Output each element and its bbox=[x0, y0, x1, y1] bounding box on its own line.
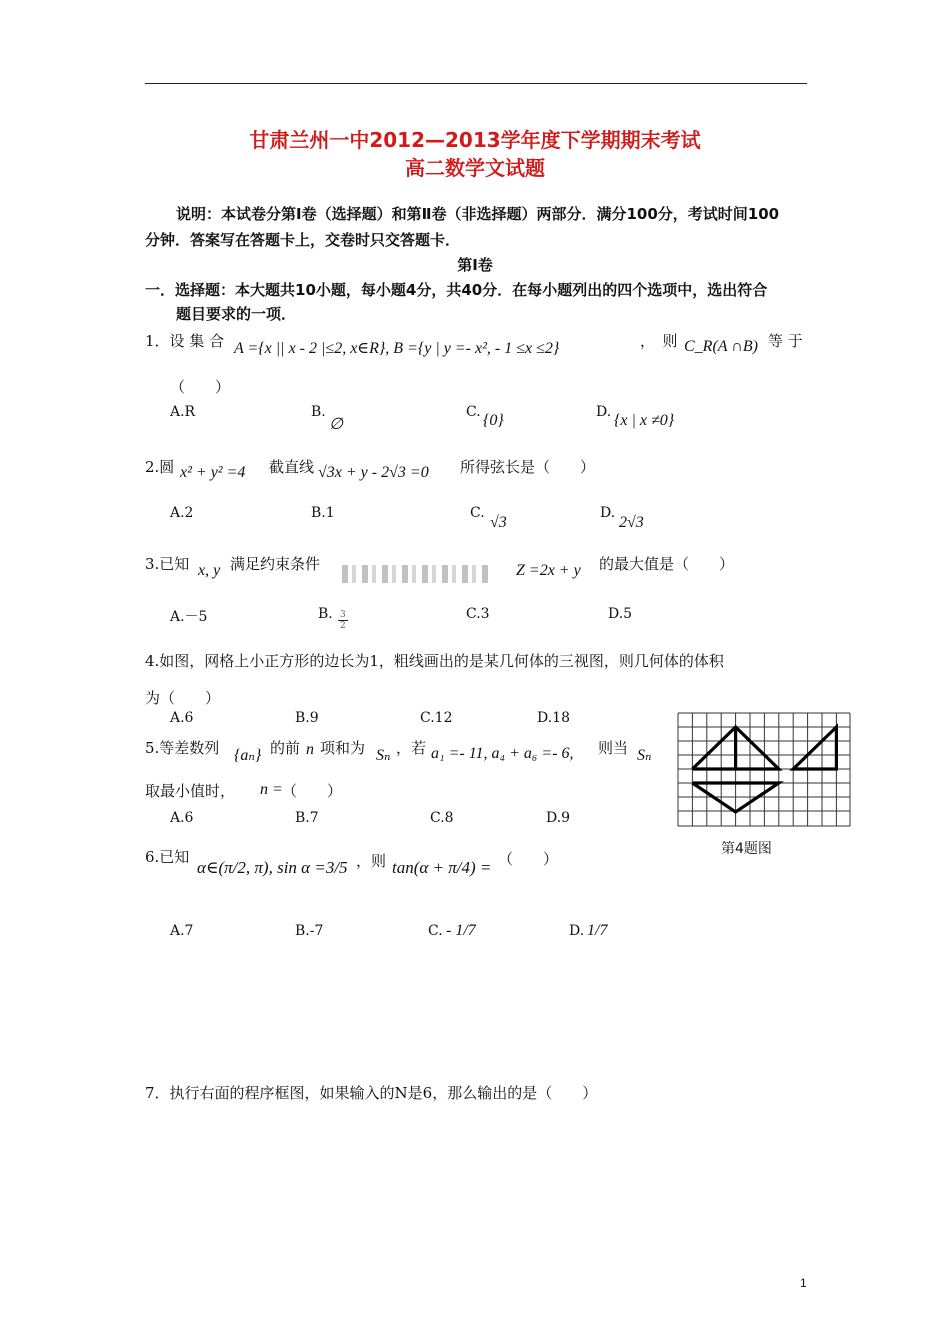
intro-line-2: 分钟．答案写在答题卡上，交卷时只交答题卡． bbox=[145, 231, 461, 249]
q4-three-view-figure bbox=[676, 711, 852, 829]
q3-constraints-text: 满足约束条件 bbox=[230, 555, 321, 573]
q1-option-c: C. bbox=[466, 404, 481, 420]
q2-option-c: C. bbox=[470, 505, 485, 521]
q4-option-b: B.9 bbox=[295, 710, 319, 726]
q5-stem-cont: 取最小值时， bbox=[145, 782, 236, 800]
q3-objective-math: Z =2x + y bbox=[516, 562, 581, 579]
q3-option-b-numerator: 3 bbox=[340, 610, 346, 620]
q1-blank: （ ） bbox=[170, 378, 231, 396]
header-rule bbox=[145, 83, 807, 84]
q2-option-d-math: 2√3 bbox=[619, 514, 644, 531]
page-number: 1 bbox=[800, 1276, 807, 1290]
q5-n-equals: n = bbox=[260, 781, 283, 798]
q5-option-a: A.6 bbox=[170, 810, 194, 826]
q1-option-d-math: {x | x ≠0} bbox=[614, 412, 675, 429]
q6-option-b: B.-7 bbox=[295, 923, 324, 939]
q3-option-b-denominator: 2 bbox=[340, 621, 346, 632]
q5-sequence-math: {aₙ} bbox=[234, 747, 262, 764]
q3-constraints-image bbox=[342, 563, 492, 583]
q4-stem-cont: 为（ ） bbox=[145, 689, 221, 707]
section-title: 第Ⅰ卷 bbox=[457, 256, 493, 274]
q5-condition-math: a₁ =- 11, a₄ + a₆ =- 6, bbox=[431, 745, 574, 762]
q5-text-front: 的前 bbox=[270, 739, 301, 757]
q3-option-a: A.－5 bbox=[170, 609, 208, 625]
q3-option-c: C.3 bbox=[466, 606, 490, 622]
q2-line-math: √3x + y - 2√3 =0 bbox=[318, 464, 429, 481]
q2-option-c-math: √3 bbox=[490, 514, 507, 531]
q2-option-a: A.2 bbox=[170, 505, 194, 521]
q2-line-text: 截直线 bbox=[269, 458, 315, 476]
q1-complement-math: C_R(A ∩B) bbox=[684, 338, 758, 355]
q5-blank: （ ） bbox=[282, 782, 343, 800]
q6-target-math: tan(α + π/4) = bbox=[392, 858, 492, 877]
q2-question: 所得弦长是（ ） bbox=[460, 458, 596, 476]
q5-option-d: D.9 bbox=[546, 810, 571, 826]
q3-vars-math: x, y bbox=[198, 562, 221, 579]
q4-stem: 4.如图，网格上小正方形的边长为1，粗线画出的是某几何体的三视图，则几何体的体积 bbox=[145, 652, 724, 670]
q6-condition-math: α∈(π/2, π), sin α =3/5 bbox=[197, 858, 348, 877]
exam-title: 甘肃兰州一中2012—2013学年度下学期期末考试 bbox=[249, 128, 701, 152]
q6-option-d-math: 1/7 bbox=[587, 922, 608, 939]
q6-option-d: D. bbox=[569, 923, 585, 939]
q6-blank: （ ） bbox=[498, 850, 559, 868]
q6-option-a: A.7 bbox=[170, 923, 194, 939]
part1-heading-cont: 题目要求的一项． bbox=[176, 305, 297, 323]
q2-option-d: D. bbox=[600, 505, 616, 521]
q1-option-c-math: {0} bbox=[483, 412, 504, 429]
q5-option-c: C.8 bbox=[430, 810, 454, 826]
q5-text-when: 则当 bbox=[598, 739, 629, 757]
q2-circle-math: x² + y² =4 bbox=[180, 464, 246, 481]
q4-option-d: D.18 bbox=[537, 710, 570, 726]
q4-side-view bbox=[793, 727, 836, 769]
q3-stem: 3.已知 bbox=[145, 555, 190, 573]
q4-option-a: A.6 bbox=[170, 710, 194, 726]
q6-option-c-math: - 1/7 bbox=[446, 922, 476, 939]
q3-option-d: D.5 bbox=[608, 606, 633, 622]
q4-option-c: C.12 bbox=[420, 710, 453, 726]
part1-heading: 一．选择题：本大题共10小题，每小题4分，共40分．在每小题列出的四个选项中，选出符合 bbox=[145, 281, 768, 299]
q3-question: 的最大值是（ ） bbox=[599, 555, 735, 573]
q3-option-b-fraction bbox=[338, 610, 348, 632]
exam-subtitle: 高二数学文试题 bbox=[405, 156, 545, 180]
q5-text-sum: 项和为 bbox=[320, 739, 366, 757]
q5-text-if: ，若 bbox=[396, 739, 427, 757]
q3-option-b: B. bbox=[318, 606, 333, 622]
intro-line-1: 说明：本试卷分第Ⅰ卷（选择题）和第Ⅱ卷（非选择题）两部分．满分100分，考试时间100 bbox=[176, 205, 780, 223]
q6-option-c: C. bbox=[428, 923, 443, 939]
q5-sn-math: Sₙ bbox=[376, 747, 391, 764]
q5-sn-math-2: Sₙ bbox=[637, 747, 652, 764]
q1-then: ， 则 bbox=[640, 332, 678, 350]
q5-n-math: n bbox=[306, 741, 314, 758]
q1-sets-math: A ={x || x - 2 |≤2, x∈R}, B ={y | y =- x², - 1 ≤x ≤2} bbox=[234, 340, 560, 357]
q2-stem: 2.圆 bbox=[145, 458, 175, 476]
q7-stem: 7．执行右面的程序框图，如果输入的N是6，那么输出的是（ ） bbox=[145, 1084, 598, 1102]
q1-option-d: D. bbox=[596, 404, 612, 420]
q1-equals: 等 于 bbox=[768, 332, 803, 350]
q1-option-b-math: ∅ bbox=[329, 416, 343, 433]
q5-stem: 5.等差数列 bbox=[145, 739, 220, 757]
q5-option-b: B.7 bbox=[295, 810, 319, 826]
q1-stem: 1．设 集 合 bbox=[145, 332, 225, 350]
q6-stem: 6.已知 bbox=[145, 848, 190, 866]
q1-option-b: B. bbox=[311, 404, 326, 420]
q1-option-a: A.R bbox=[170, 404, 196, 420]
q6-then: ，则 bbox=[356, 852, 387, 870]
q4-figure-caption: 第4题图 bbox=[721, 841, 772, 857]
q2-option-b: B.1 bbox=[311, 505, 335, 521]
